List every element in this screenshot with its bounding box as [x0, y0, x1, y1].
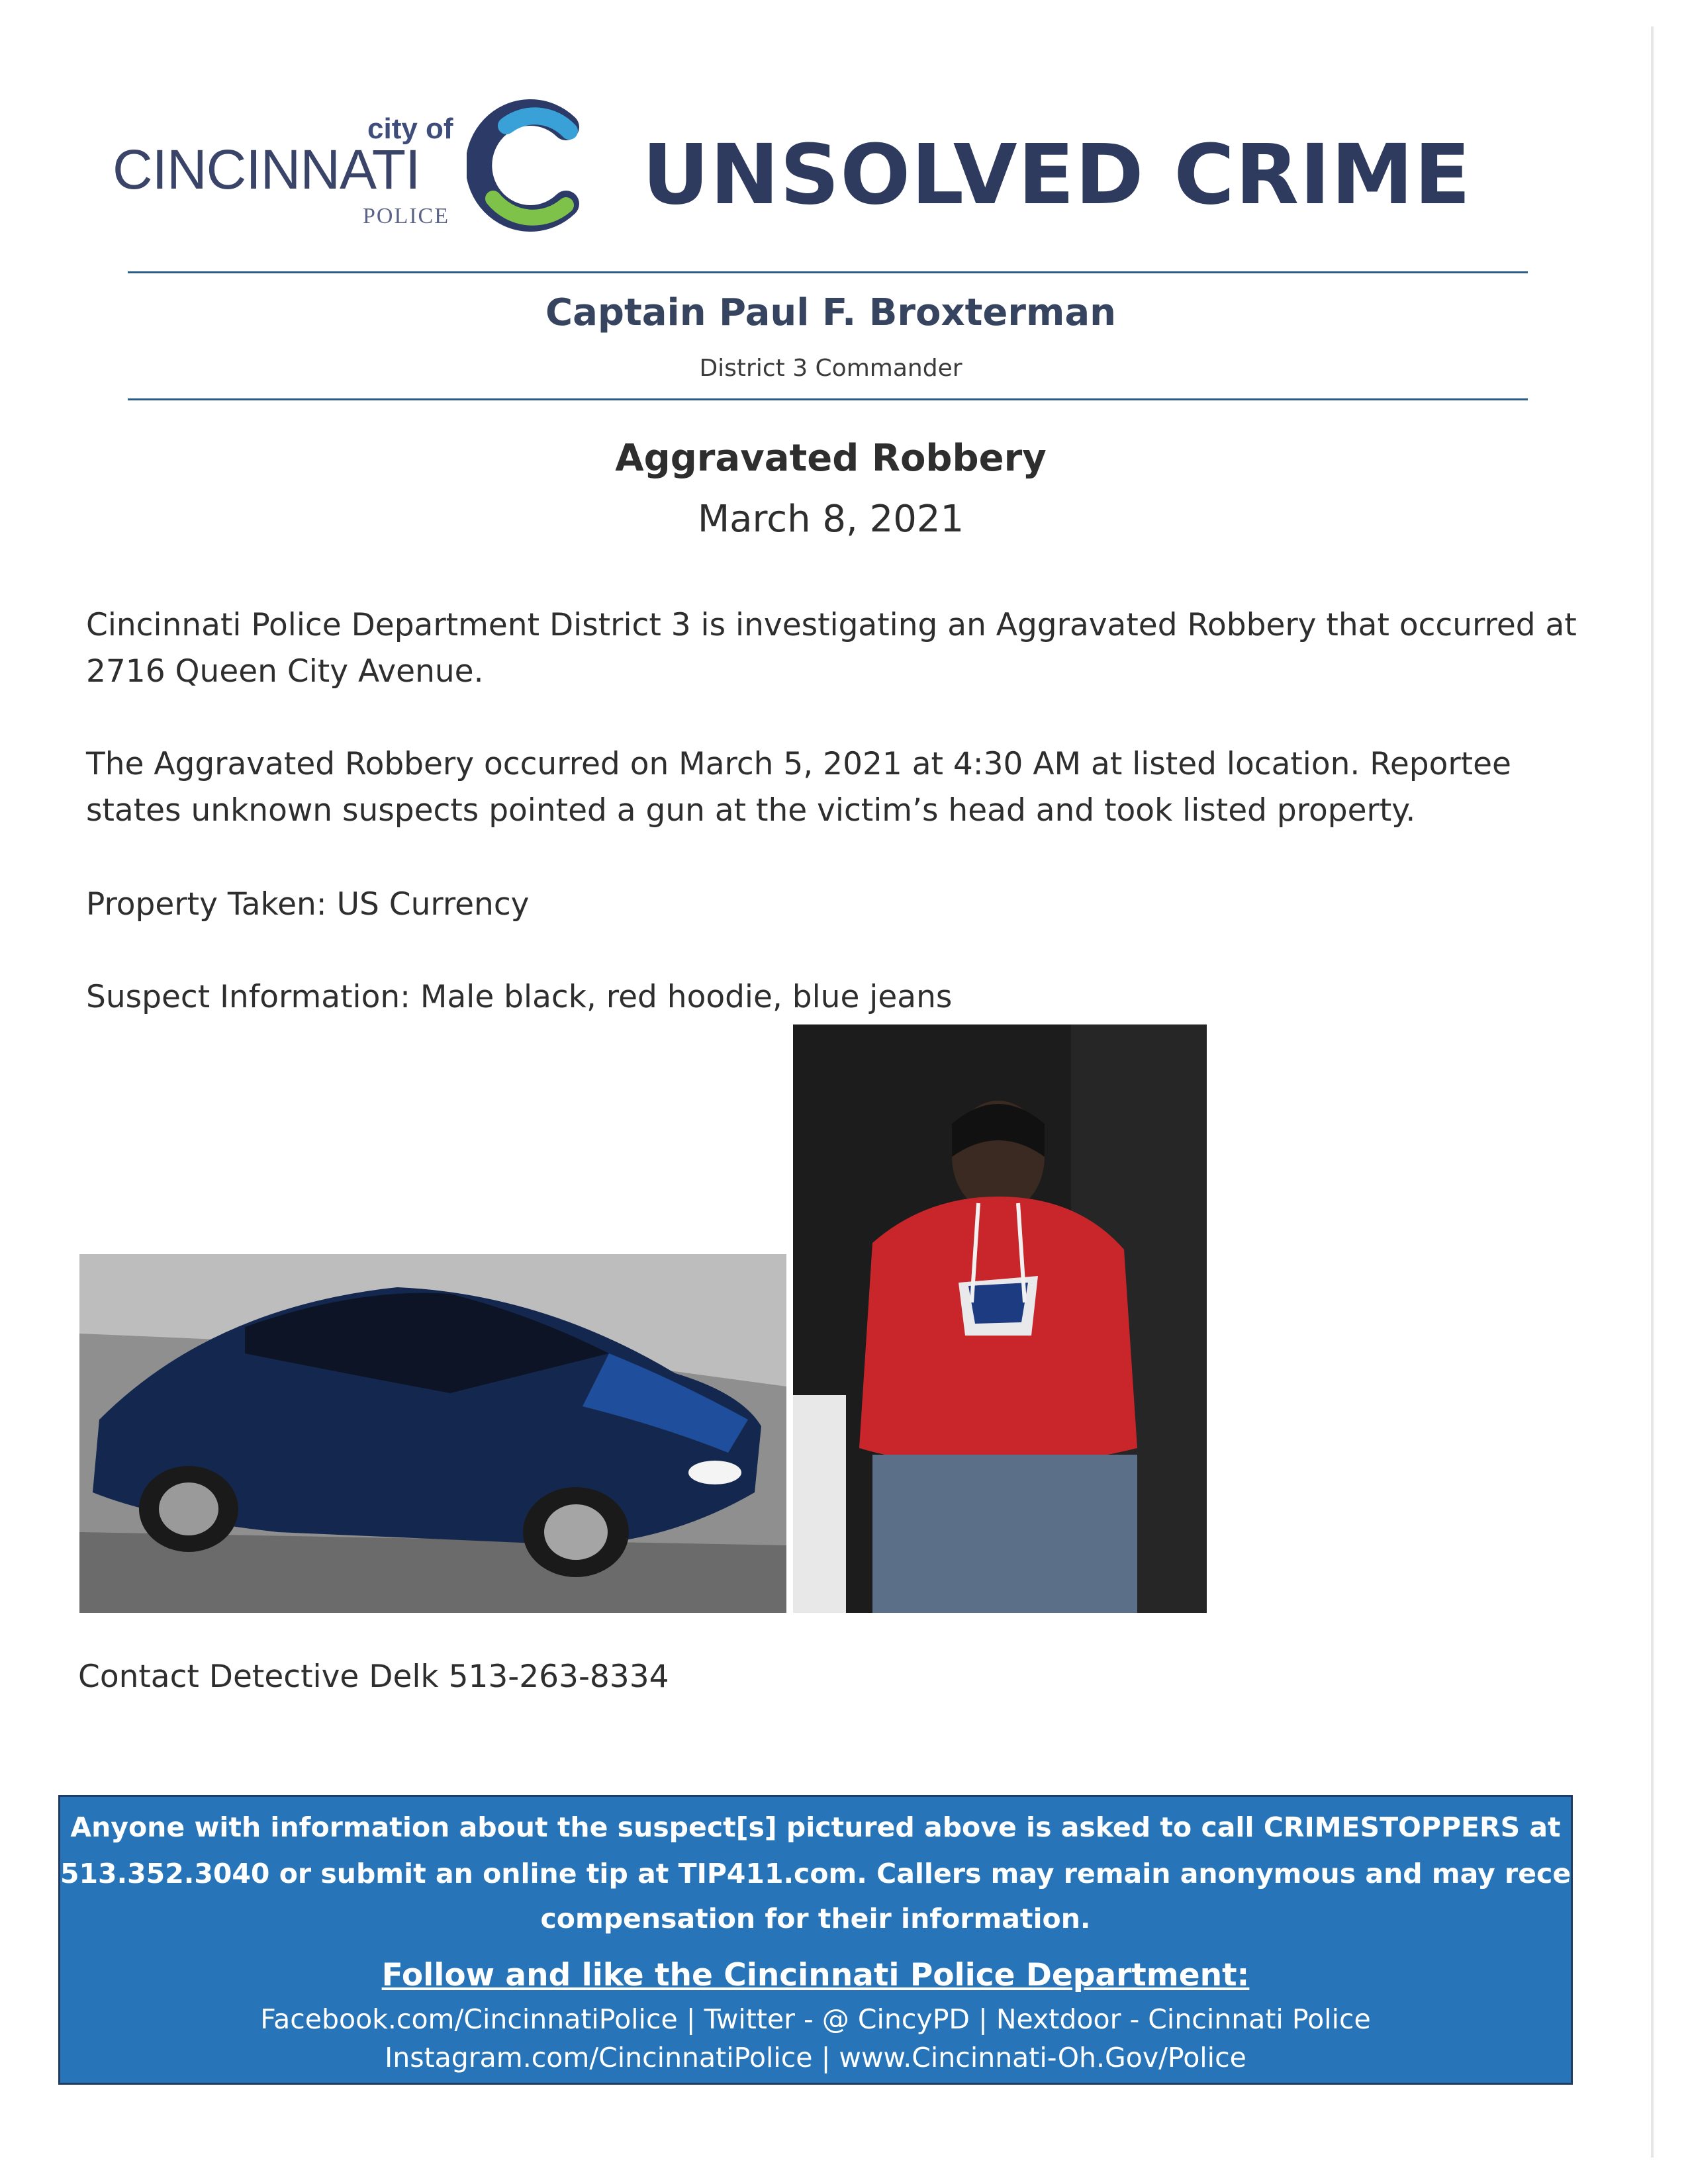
crime-type: Aggravated Robbery: [615, 437, 1047, 480]
contact-detective: Contact Detective Delk 513-263-8334: [78, 1659, 669, 1695]
paragraph-line: Cincinnati Police Department District 3 is investigating an Aggravated Robbery that occurred at: [86, 607, 1577, 643]
logo-cincinnati: CINCINNATI: [113, 138, 420, 201]
page-title: UNSOLVED CRIME: [642, 127, 1472, 223]
logo-police: POLICE: [363, 204, 449, 228]
paragraph-incident: [86, 741, 1582, 834]
property-taken: [86, 882, 1582, 928]
commander-name: Captain Paul F. Broxterman: [545, 291, 1117, 334]
crime-date: March 8, 2021: [697, 498, 964, 541]
commander-title: District 3 Commander: [699, 355, 962, 382]
vehicle-photo: [79, 1254, 786, 1613]
follow-heading: Follow and like the Cincinnati Police Department:: [381, 1957, 1250, 1993]
suspect-information: [86, 974, 1582, 1021]
top-divider: [128, 271, 1528, 273]
paragraph-line: states unknown suspects pointed a gun at the victim’s head and took listed property.: [86, 792, 1416, 829]
suspect-image: [793, 1024, 1207, 1613]
paragraph-line: The Aggravated Robbery occurred on March 5, 2021 at 4:30 AM at listed location. Reportee: [86, 746, 1511, 782]
info-line: Anyone with information about the suspect[s] pictured above is asked to call CRIMESTOPPERS at: [70, 1811, 1561, 1843]
suspect-information-text: Suspect Information: Male black, red hoodie, blue jeans: [86, 979, 953, 1015]
info-line: compensation for their information.: [540, 1903, 1091, 1934]
paragraph-line: 2716 Queen City Avenue.: [86, 653, 484, 690]
logo-city-of: city of: [367, 113, 453, 145]
info-line: 513.352.3040 or submit an online tip at TIP411.com. Callers may remain anonymous and may receive: [60, 1858, 1617, 1889]
vehicle-image: [79, 1254, 786, 1613]
bottom-divider: [128, 398, 1528, 400]
property-taken-text: Property Taken: US Currency: [86, 886, 530, 923]
logo-c-mark-icon: [467, 99, 592, 232]
social-links-line-1: Facebook.com/CincinnatiPolice | Twitter - @ CincyPD | Nextdoor - Cincinnati Police: [260, 2003, 1371, 2035]
page-edge: [1651, 26, 1654, 2158]
paragraph-investigation: [86, 602, 1582, 695]
social-links-line-2: Instagram.com/CincinnatiPolice | www.Cincinnati-Oh.Gov/Police: [385, 2042, 1246, 2073]
crimestoppers-info-box: [58, 1795, 1617, 2085]
cincinnati-police-logo: [113, 99, 589, 245]
suspect-photo: [793, 1024, 1207, 1613]
